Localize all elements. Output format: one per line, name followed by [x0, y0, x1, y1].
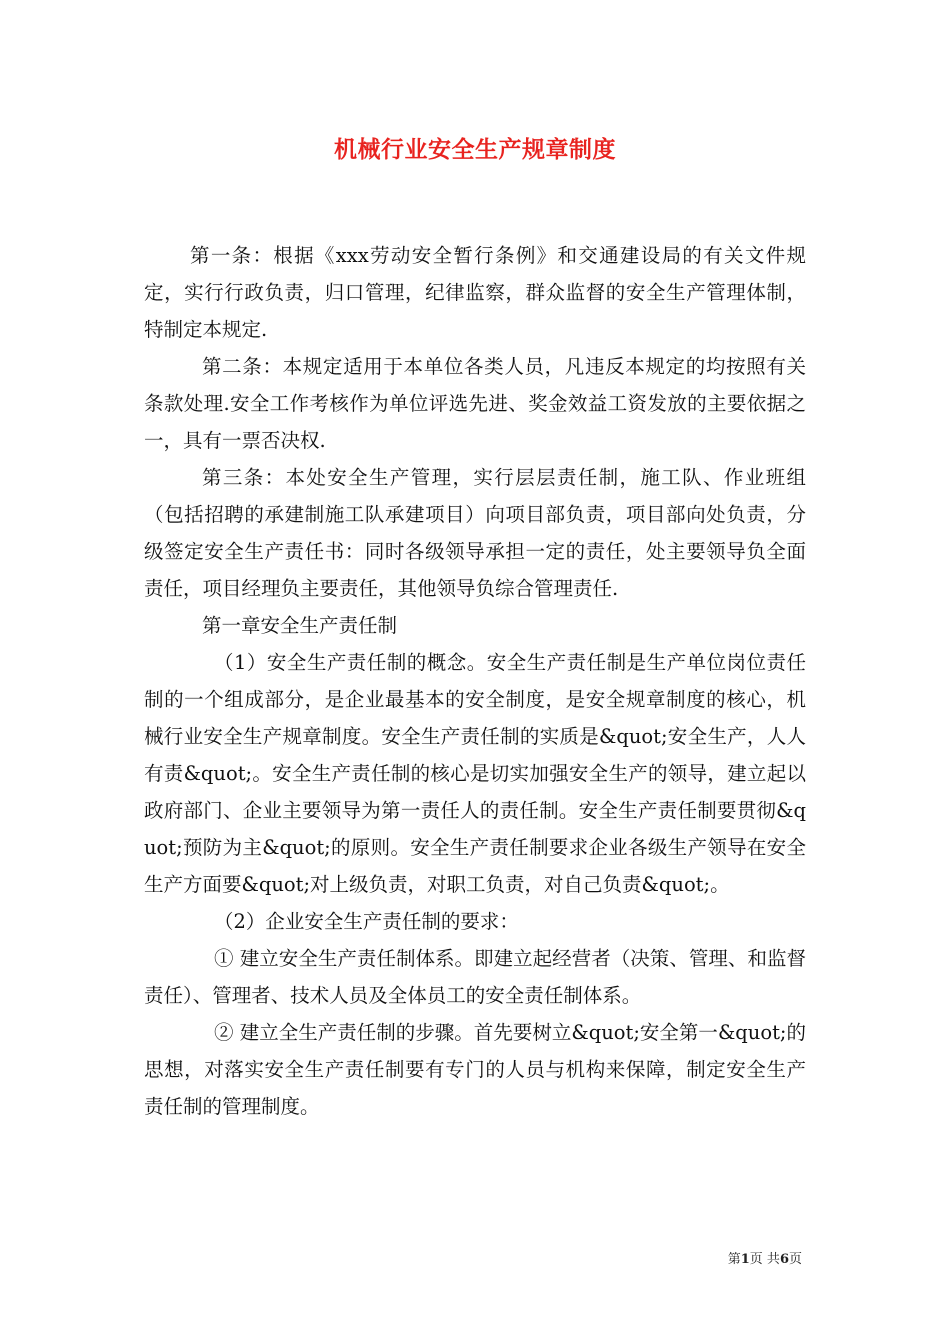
footer-total-pages: 6 [779, 1252, 789, 1267]
footer-suffix: 页 [788, 1252, 802, 1267]
paragraph-article-3: 第三条：本处安全生产管理，实行层层责任制，施工队、作业班组（包括招聘的承建制施工队承建项目）向项目部负责，项目部向处负责，分级签定安全生产责任书：同时各级领导承担一定的责任，处主要领导负全面责任，项目经理负主要责任，其他领导负综合管理责任. [144, 466, 806, 600]
paragraph-item-2: ② 建立全生产责任制的步骤。首先要树立&quot;安全第一&quot;的思想，对落实安全生产责任制要有专门的人员与机构来保障，制定安全生产责任制的管理制度。 [144, 1021, 806, 1118]
page-footer [728, 1248, 802, 1267]
document-title: 机械行业安全生产规章制度 [334, 136, 616, 163]
footer-prefix: 第 [727, 1252, 741, 1267]
paragraph-article-2: 第二条：本规定适用于本单位各类人员，凡违反本规定的均按照有关条款处理.安全工作考核作为单位评选先进、奖金效益工资发放的主要依据之一，具有一票否决权. [144, 355, 806, 452]
footer-middle: 页 共 [749, 1252, 780, 1267]
document-body [144, 237, 806, 1125]
paragraph-section-1: （1）安全生产责任制的概念。安全生产责任制是生产单位岗位责任制的一个组成部分，是企业最基本的安全制度，是安全规章制度的核心，机械行业安全生产规章制度。安全生产责任制的实质是&quot;安全生产，人人有责&quot;。安全生产责任制的核心是切实加强安全生产的领导，建立起以政府部门、企业主要领导为第一责任人的责任制。安全生产责任制要贯彻&quot;预防为主&quot;的原则。安全生产责任制要求企业各级生产领导在安全生产方面要&quot;对上级负责，对职工负责，对自己负责&quot;。 [144, 651, 806, 896]
paragraph-item-1: ① 建立安全生产责任制体系。即建立起经营者（决策、管理、和监督责任）、管理者、技术人员及全体员工的安全责任制体系。 [144, 947, 806, 1007]
paragraph-section-2: （2）企业安全生产责任制的要求： [214, 910, 519, 933]
paragraph-article-1: 第一条：根据《xxx劳动安全暂行条例》和交通建设局的有关文件规定，实行行政负责，归口管理，纪律监察，群众监督的安全生产管理体制，特制定本规定. [144, 244, 806, 341]
footer-page-number: 1 [740, 1252, 750, 1267]
chapter-heading: 第一章安全生产责任制 [202, 614, 398, 637]
